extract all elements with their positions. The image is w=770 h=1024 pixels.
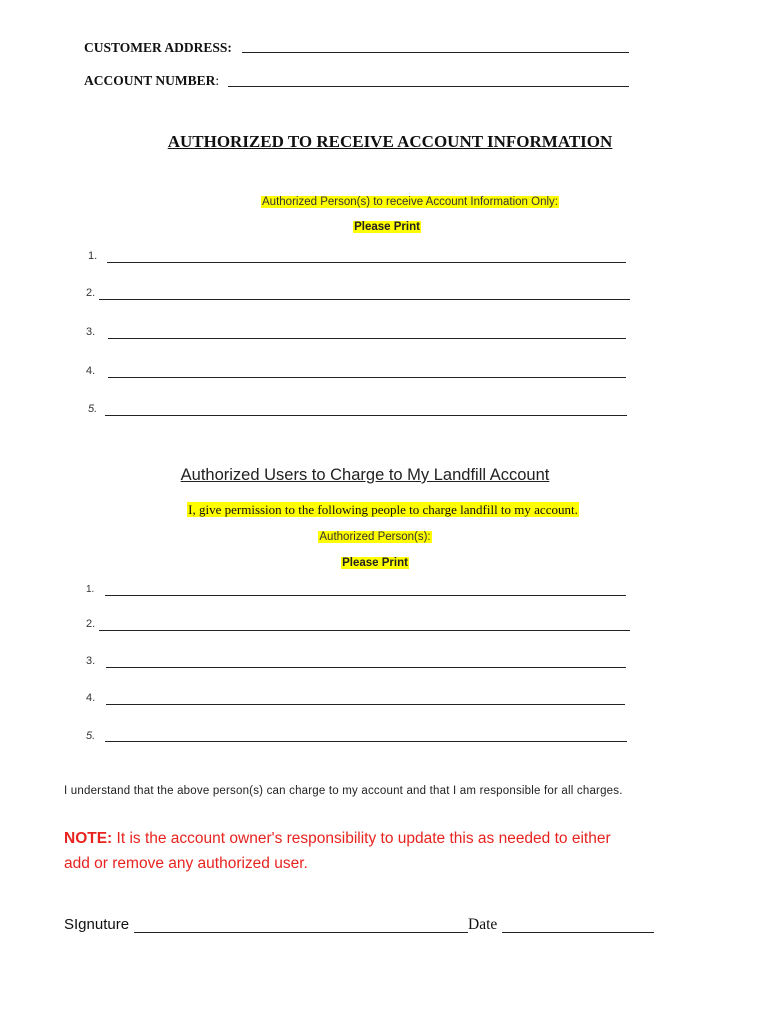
s1-line-number-1: 1. <box>88 250 98 262</box>
s1-line-number-4: 4. <box>86 365 96 377</box>
section2-subtitle: Authorized Person(s): <box>319 531 431 543</box>
s2-line-number-2: 2. <box>86 618 96 630</box>
note-block <box>64 826 754 876</box>
section1-print-note: Please Print <box>354 221 420 233</box>
note-label: NOTE: <box>64 830 113 847</box>
note-line-1 <box>64 826 754 851</box>
s2-name-field-4[interactable] <box>106 704 625 705</box>
signature-field[interactable] <box>134 932 468 933</box>
s2-line-number-3: 3. <box>86 655 96 667</box>
s2-name-field-2[interactable] <box>99 630 630 631</box>
s1-line-number-5: 5. <box>88 403 98 415</box>
account-number-colon: : <box>215 73 220 88</box>
customer-address-field[interactable] <box>242 52 629 53</box>
section2-subtitle-wrap <box>0 527 760 545</box>
customer-address-label: CUSTOMER ADDRESS: <box>84 40 232 55</box>
note-line1-text: It is the account owner's responsibility to update this as needed to either <box>112 830 611 847</box>
s1-name-field-1[interactable] <box>107 262 626 263</box>
s1-line-number-2: 2. <box>86 287 96 299</box>
acknowledgement-text: I understand that the above person(s) can charge to my account and that I am responsible for all charges. <box>64 785 623 797</box>
s1-name-field-3[interactable] <box>108 338 626 339</box>
section1-print-wrap <box>2 217 770 235</box>
section2-title: Authorized Users to Charge to My Landfill Account <box>180 466 550 484</box>
s1-name-field-5[interactable] <box>105 415 627 416</box>
section1-subtitle: Authorized Person(s) to receive Account Information Only: <box>262 196 558 208</box>
note-line2-text: add or remove any authorized user. <box>64 855 308 872</box>
s1-name-field-2[interactable] <box>99 299 630 300</box>
account-number-label: ACCOUNT NUMBER <box>84 73 216 88</box>
section1-title: AUTHORIZED TO RECEIVE ACCOUNT INFORMATION <box>167 132 613 151</box>
section1-subtitle-wrap <box>25 192 770 210</box>
section2-permission-wrap <box>0 501 768 519</box>
account-number-label-wrap <box>84 73 219 89</box>
date-field[interactable] <box>502 932 654 933</box>
signature-label: SIgnuture <box>64 916 130 933</box>
section2-print-wrap <box>0 553 760 571</box>
s2-name-field-1[interactable] <box>105 595 626 596</box>
s2-line-number-5: 5. <box>86 730 96 742</box>
s2-line-number-1: 1. <box>86 584 95 595</box>
s2-line-number-4: 4. <box>86 692 96 704</box>
s1-name-field-4[interactable] <box>108 377 626 378</box>
s1-line-number-3: 3. <box>86 326 96 338</box>
date-label: Date <box>468 916 498 933</box>
section2-print-note: Please Print <box>342 557 408 569</box>
account-number-field[interactable] <box>228 86 629 87</box>
section2-permission: I, give permission to the following people to charge landfill to my account. <box>188 502 578 517</box>
s2-name-field-5[interactable] <box>105 741 627 742</box>
s2-name-field-3[interactable] <box>106 667 626 668</box>
